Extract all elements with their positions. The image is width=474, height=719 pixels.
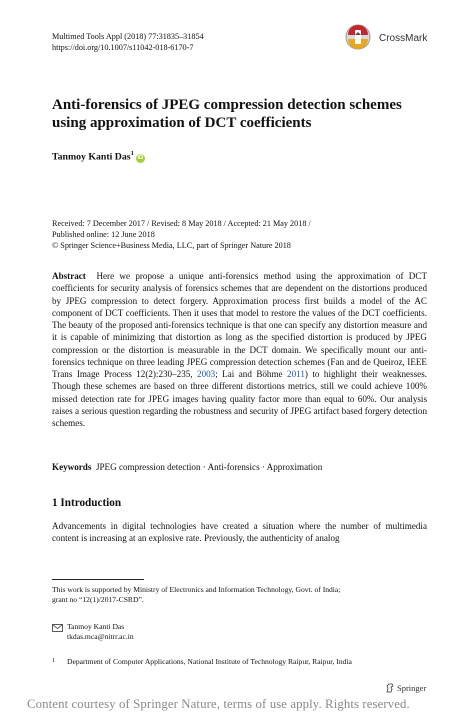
orcid-icon[interactable]: iD [137, 155, 144, 162]
footnote-divider [52, 579, 144, 580]
funding-line-2: grant no “12(1)/2017-CSRD”. [52, 595, 144, 604]
abstract-label: Abstract [52, 271, 86, 281]
abstract-text-2: ; Lai and Böhme [215, 369, 288, 379]
title-line-2: using approximation of DCT coefficients [52, 115, 312, 131]
abstract-text-1: Here we propose a unique anti-forensics method using the approximation of DCT coefficients for security analysis of forensics schemes that are dependent on the distortions produced by JPEG compression to detect forgery. Approximation process first builds a model of the AC component of DCT coefficients. Then it uses that model to restore the values of the DCT coefficients. The beauty of the proposed anti-forensics technique is that one can specify any distortion measure and it is capable of minimizing that distortion as long as the specified distortion is produced by JPEG compression or the distortion is measurable in the DCT domain. We specifically mount our anti-forensics technique on three leading JPEG compression detection schemes (Fan and de Queiroz, IEEE Trans Image Process 12(2):230–235, [52, 271, 427, 379]
section-heading: 1 Introduction [52, 497, 122, 509]
copyright-line: © Springer Science+Business Media, LLC, part of Springer Nature 2018 [52, 241, 291, 250]
springer-mark [385, 683, 426, 693]
paper-title [52, 96, 432, 132]
keywords [52, 461, 322, 473]
funding-note [52, 585, 427, 605]
abstract [52, 270, 427, 429]
author-email[interactable]: tkdas.mca@nitrr.ac.in [67, 632, 134, 641]
journal-citation: Multimed Tools Appl (2018) 77:31835–31854 [52, 32, 204, 41]
affiliation-mark: 1 [130, 150, 134, 157]
abstract-text-3: ) to highlight their weaknesses. Though these schemes are based on three different distortions metrics, still we could achieve 100% missed detection rate for JPEG images having quality factor more than equal to 60%. Our analysis raises a serious question regarding the robustness and security of JPEG artifact based forgery detection schemes. [52, 369, 428, 428]
doi-link[interactable]: https://doi.org/10.1007/s11042-018-6170-7 [52, 43, 194, 52]
correspondence [52, 622, 134, 642]
published-online: Published online: 12 June 2018 [52, 230, 155, 239]
citation-link-2011[interactable]: 2011 [287, 369, 305, 379]
funding-line-1: This work is supported by Ministry of Electronics and Information Technology, Govt. of India; [52, 585, 341, 594]
author-name[interactable]: Tanmoy Kanti Das [52, 151, 131, 163]
section-text: Advancements in digital technologies have created a situation where the number of multimedia content is increasing at an explosive rate. Previously, the authenticity of analog [52, 521, 427, 544]
affiliation-text: Department of Computer Applications, National Institute of Technology Raipur, Raipur, India [67, 657, 352, 666]
keywords-text: JPEG compression detection · Anti-forensics · Approximation [95, 462, 323, 472]
author-line [52, 150, 145, 163]
journal-header [52, 31, 204, 53]
title-line-1: Anti-forensics of JPEG compression detection schemes [52, 97, 402, 113]
affiliation-number: 1 [52, 657, 56, 664]
crossmark-label[interactable]: CrossMark [379, 33, 428, 44]
keywords-label: Keywords [52, 462, 92, 472]
springer-horse-icon [385, 683, 395, 693]
corresponding-author: Tanmoy Kanti Das [67, 622, 125, 631]
publication-dates [52, 218, 311, 251]
affiliation [52, 657, 352, 667]
received-revised-accepted: Received: 7 December 2017 / Revised: 8 May 2018 / Accepted: 21 May 2018 / [52, 219, 311, 228]
courtesy-notice: Content courtesy of Springer Nature, terms of use apply. Rights reserved. [27, 697, 410, 711]
springer-label: Springer [397, 683, 427, 693]
citation-link-2003[interactable]: 2003 [197, 369, 216, 379]
